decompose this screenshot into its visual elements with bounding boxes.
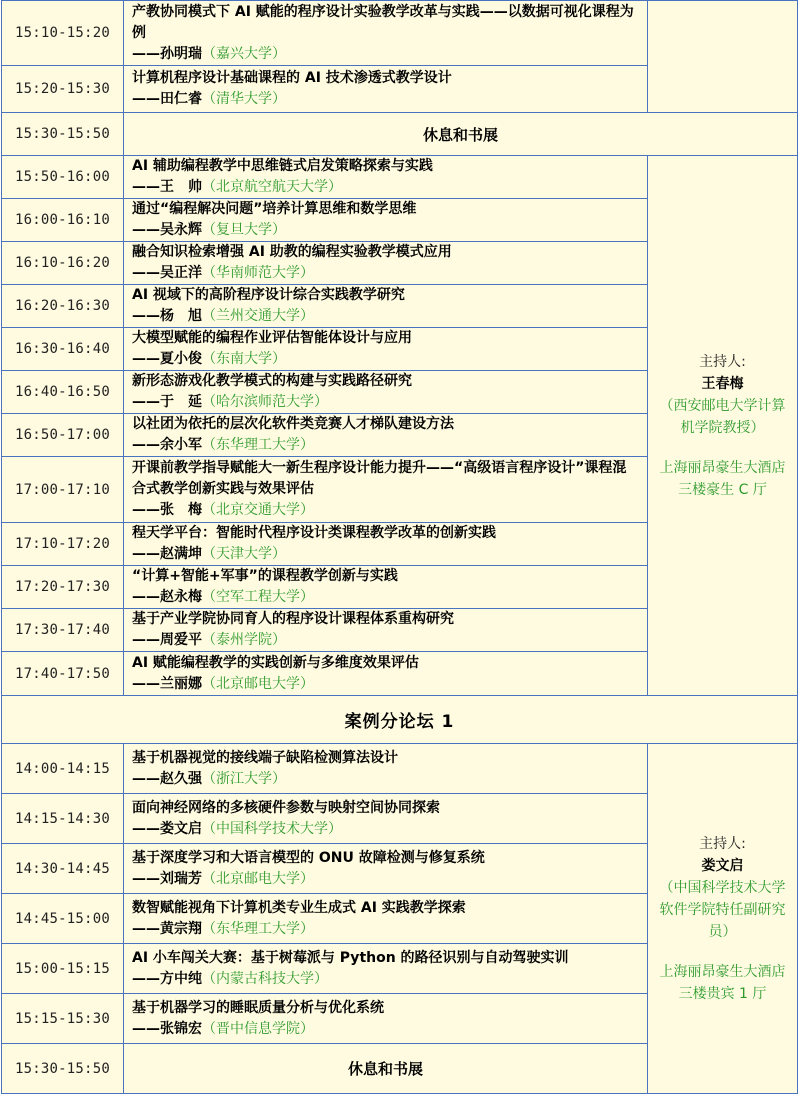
speaker-dash: ——: [132, 820, 160, 837]
session-time: 15:10-15:20: [2, 1, 124, 66]
talk-title: 基于产业学院协同育人的程序设计课程体系重构研究: [132, 611, 454, 627]
speaker-dash: ——: [132, 45, 160, 62]
session-time: 17:10-17:20: [2, 523, 124, 566]
session-talk: [124, 944, 648, 994]
speaker-affiliation: （空军工程大学）: [202, 589, 314, 605]
speaker-name: 余小军: [160, 437, 202, 453]
speaker-affiliation: （东华理工大学）: [202, 920, 314, 937]
talk-title: 面向神经网络的多核硬件参数与映射空间协同探索: [132, 799, 440, 816]
speaker-name: 张 梅: [160, 502, 202, 518]
session-talk: [124, 844, 648, 894]
session-talk: [124, 894, 648, 944]
speaker-affiliation: （北京交通大学）: [202, 502, 314, 518]
talk-title: AI 小车闯关大赛：基于树莓派与 Python 的路径识别与自动驾驶实训: [132, 949, 569, 966]
host-name: 王春梅: [701, 375, 744, 392]
session-time: 14:15-14:30: [2, 794, 124, 844]
talk-title: 基于深度学习和大语言模型的 ONU 故障检测与修复系统: [132, 849, 485, 866]
speaker-dash: ——: [132, 770, 160, 787]
talk-speaker: [132, 544, 639, 565]
speaker-affiliation: （清华大学）: [202, 91, 286, 107]
session-talk: [124, 156, 648, 199]
talk-speaker: [132, 44, 639, 65]
speaker-affiliation: （中国科学技术大学）: [202, 820, 342, 837]
speaker-name: 赵满坤: [160, 546, 202, 562]
speaker-name: 吴永辉: [160, 222, 202, 238]
session-talk: [124, 371, 648, 414]
speaker-name: 王 帅: [160, 179, 202, 195]
speaker-name: 杨 旭: [160, 308, 202, 324]
talk-title: 计算机程序设计基础课程的 AI 技术渗透式教学设计: [132, 70, 452, 86]
session-talk: [124, 523, 648, 566]
venue: 上海丽昂豪生大酒店三楼贵宾 1 厅: [659, 963, 786, 1002]
talk-title: AI 辅助编程教学中思维链式启发策略探索与实践: [132, 158, 433, 174]
talk-speaker: [132, 177, 639, 198]
schedule-table: [1, 0, 798, 1094]
speaker-affiliation: （华南师范大学）: [202, 265, 314, 281]
talk-title: 程天学平台：智能时代程序设计类课程教学改革的创新实践: [132, 525, 496, 541]
speaker-name: 于 延: [160, 394, 202, 410]
host-cell-empty: [648, 1, 798, 113]
speaker-dash: ——: [132, 179, 160, 195]
speaker-affiliation: （东南大学）: [202, 351, 286, 367]
break-label: 休息和书展: [124, 1044, 648, 1094]
talk-speaker: [132, 674, 639, 695]
speaker-affiliation: （北京邮电大学）: [202, 675, 314, 692]
talk-title: 开课前教学指导赋能大一新生程序设计能力提升——“高级语言程序设计”课程混合式教学创新实践与效果评估: [132, 460, 627, 497]
session-time: 17:30-17:40: [2, 609, 124, 652]
talk-speaker: [132, 89, 639, 110]
session-time: 16:30-16:40: [2, 328, 124, 371]
session-time: 17:40-17:50: [2, 652, 124, 696]
host-gap: [654, 943, 791, 961]
session-talk: [124, 414, 648, 457]
speaker-name: 周爱平: [160, 632, 202, 648]
speaker-affiliation: （嘉兴大学）: [202, 45, 286, 62]
session-time: 16:50-17:00: [2, 414, 124, 457]
break-time: 15:30-15:50: [2, 113, 124, 156]
talk-speaker: [132, 869, 639, 890]
speaker-affiliation: （北京邮电大学）: [202, 870, 314, 887]
talk-title: 产教协同模式下 AI 赋能的程序设计实验教学改革与实践——以数据可视化课程为例: [132, 3, 634, 41]
talk-speaker: [132, 587, 639, 608]
speaker-affiliation: （复旦大学）: [202, 222, 286, 238]
speaker-name: 孙明瑞: [160, 45, 202, 62]
talk-speaker: [132, 435, 639, 456]
speaker-dash: ——: [132, 870, 160, 887]
session-talk: [124, 328, 648, 371]
session-row: [2, 156, 798, 199]
host-cell: [648, 744, 798, 1094]
speaker-dash: ——: [132, 437, 160, 453]
break-label: 休息和书展: [124, 113, 798, 156]
speaker-name: 兰丽娜: [160, 675, 202, 692]
session-time: 15:50-16:00: [2, 156, 124, 199]
host-gap: [654, 439, 791, 457]
session-time: 14:30-14:45: [2, 844, 124, 894]
session-talk: [124, 199, 648, 242]
session-time: 14:45-15:00: [2, 894, 124, 944]
talk-speaker: [132, 220, 639, 241]
session-talk: [124, 994, 648, 1044]
speaker-name: 吴正洋: [160, 265, 202, 281]
session-time: 17:20-17:30: [2, 566, 124, 609]
speaker-affiliation: （内蒙古科技大学）: [202, 970, 328, 987]
session-talk: [124, 457, 648, 523]
venue: 上海丽昂豪生大酒店三楼豪生 C 厅: [659, 459, 786, 498]
talk-title: AI 赋能编程教学的实践创新与多维度效果评估: [132, 654, 419, 671]
session-time: 15:15-15:30: [2, 994, 124, 1044]
session-time: 16:10-16:20: [2, 242, 124, 285]
break-time: 15:30-15:50: [2, 1044, 124, 1094]
speaker-name: 夏小俊: [160, 351, 202, 367]
talk-speaker: [132, 919, 639, 940]
speaker-name: 赵久强: [160, 770, 202, 787]
session-talk: [124, 1, 648, 66]
speaker-name: 娄文启: [160, 820, 202, 837]
session-talk: [124, 566, 648, 609]
talk-title: “计算+智能+军事”的课程教学创新与实践: [132, 568, 398, 584]
talk-title: 以社团为依托的层次化软件类竞赛人才梯队建设方法: [132, 416, 454, 432]
talk-title: 基于机器视觉的接线端子缺陷检测算法设计: [132, 749, 398, 766]
talk-title: 融合知识检索增强 AI 助教的编程实验教学模式应用: [132, 244, 452, 260]
talk-title: 新形态游戏化教学模式的构建与实践路径研究: [132, 373, 412, 389]
speaker-dash: ——: [132, 970, 160, 987]
talk-speaker: [132, 263, 639, 284]
speaker-dash: ——: [132, 675, 160, 692]
host-label: 主持人:: [699, 353, 746, 370]
speaker-name: 方中纯: [160, 970, 202, 987]
talk-speaker: [132, 969, 639, 990]
speaker-affiliation: （兰州交通大学）: [202, 308, 314, 324]
talk-speaker: [132, 500, 639, 521]
speaker-name: 田仁睿: [160, 91, 202, 107]
session-time: 16:40-16:50: [2, 371, 124, 414]
talk-speaker: [132, 349, 639, 370]
speaker-dash: ——: [132, 632, 160, 648]
talk-speaker: [132, 392, 639, 413]
speaker-affiliation: （东华理工大学）: [202, 437, 314, 453]
session-talk: [124, 242, 648, 285]
speaker-dash: ——: [132, 394, 160, 410]
session-row: [2, 1, 798, 66]
host-title: （中国科学技术大学软件学院特任副研究员）: [659, 879, 786, 940]
speaker-dash: ——: [132, 546, 160, 562]
session-talk: [124, 744, 648, 794]
talk-title: 数智赋能视角下计算机类专业生成式 AI 实践教学探索: [132, 899, 466, 916]
session-time: 15:00-15:15: [2, 944, 124, 994]
session-talk: [124, 609, 648, 652]
speaker-dash: ——: [132, 589, 160, 605]
speaker-name: 赵永梅: [160, 589, 202, 605]
talk-title: 大模型赋能的编程作业评估智能体设计与应用: [132, 330, 412, 346]
speaker-name: 黄宗翔: [160, 920, 202, 937]
speaker-dash: ——: [132, 1020, 160, 1037]
host-title: （西安邮电大学计算机学院教授）: [659, 397, 786, 436]
talk-speaker: [132, 306, 639, 327]
speaker-name: 张锦宏: [160, 1020, 202, 1037]
speaker-name: 刘瑞芳: [160, 870, 202, 887]
speaker-affiliation: （浙江大学）: [202, 770, 286, 787]
session-talk: [124, 652, 648, 696]
talk-title: 通过“编程解决问题”培养计算思维和数学思维: [132, 201, 417, 217]
session-time: 17:00-17:10: [2, 457, 124, 523]
session-time: 14:00-14:15: [2, 744, 124, 794]
section-title: 案例分论坛 1: [2, 696, 798, 744]
speaker-dash: ——: [132, 91, 160, 107]
speaker-affiliation: （哈尔滨师范大学）: [202, 394, 328, 410]
session-time: 15:20-15:30: [2, 66, 124, 113]
speaker-affiliation: （晋中信息学院）: [202, 1020, 314, 1037]
speaker-dash: ——: [132, 222, 160, 238]
session-talk: [124, 285, 648, 328]
talk-speaker: [132, 819, 639, 840]
session-time: 16:00-16:10: [2, 199, 124, 242]
talk-speaker: [132, 1019, 639, 1040]
session-row: [2, 744, 798, 794]
host-cell: [648, 156, 798, 696]
section-row: [2, 696, 798, 744]
talk-speaker: [132, 769, 639, 790]
host-label: 主持人:: [699, 835, 746, 852]
session-time: 16:20-16:30: [2, 285, 124, 328]
speaker-affiliation: （北京航空航天大学）: [202, 179, 342, 195]
speaker-dash: ——: [132, 351, 160, 367]
talk-speaker: [132, 630, 639, 651]
host-name: 娄文启: [701, 857, 744, 874]
speaker-affiliation: （泰州学院）: [202, 632, 286, 648]
schedule-body: [2, 1, 798, 1094]
speaker-dash: ——: [132, 308, 160, 324]
talk-title: AI 视域下的高阶程序设计综合实践教学研究: [132, 287, 405, 303]
speaker-affiliation: （天津大学）: [202, 546, 286, 562]
session-talk: [124, 66, 648, 113]
session-talk: [124, 794, 648, 844]
speaker-dash: ——: [132, 502, 160, 518]
speaker-dash: ——: [132, 265, 160, 281]
talk-title: 基于机器学习的睡眠质量分析与优化系统: [132, 999, 384, 1016]
speaker-dash: ——: [132, 920, 160, 937]
break-row: [2, 113, 798, 156]
